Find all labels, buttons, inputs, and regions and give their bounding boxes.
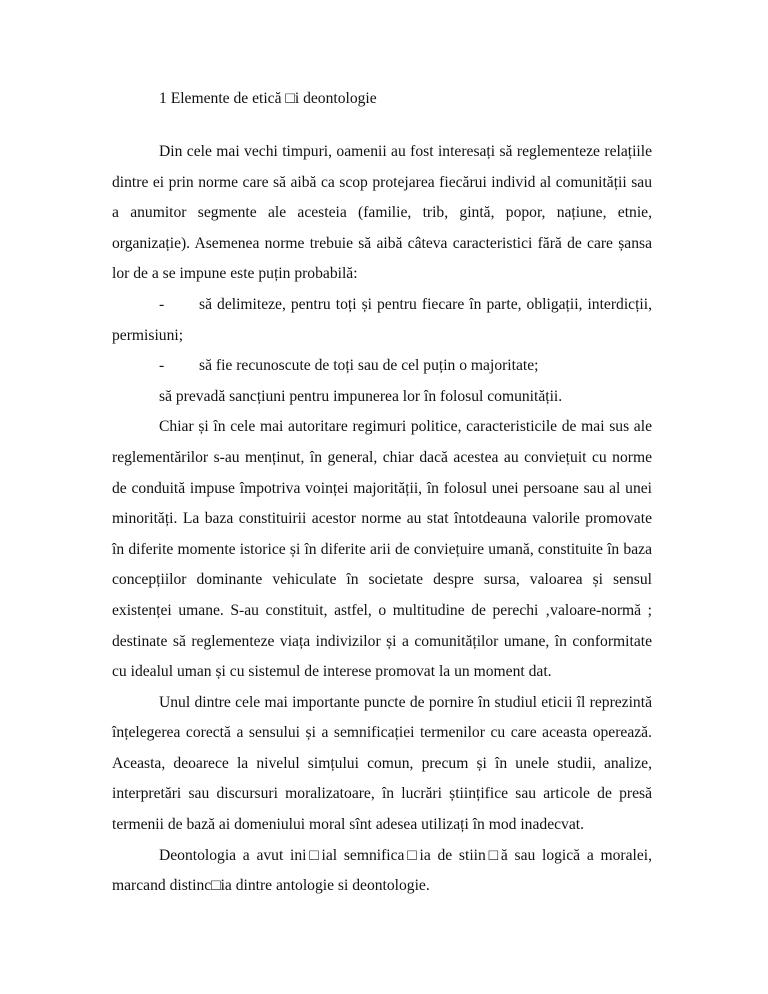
list-dash: - — [159, 357, 165, 375]
list-item-text: să delimiteze, pentru toți și pentru fiecare în parte, obligații, interdicții, permisiuni; — [112, 295, 652, 344]
list-item-text: să fie recunoscute de toți sau de cel puțin o majoritate; — [199, 357, 539, 375]
section-heading: 1 Elemente de etică □i deontologie — [159, 90, 377, 107]
list-item-recognition — [112, 351, 652, 382]
document-body — [112, 137, 652, 902]
list-item-obligations — [112, 290, 652, 351]
paragraph-ethics-terms: Unul dintre cele mai importante puncte de pornire în studiul eticii îl reprezintă înțelegerea corectă a sensului și a semnificației termenilor cu care aceasta operează. Aceasta, deoarece la nivelul simțului comun, precum și în unele studii, analize, interpretări sau discursuri moralizatoare, în lucrări științifice sau articole de presă termenii de bază ai domeniului moral sînt adesea utilizați în mod inadecvat. — [112, 693, 652, 834]
list-item-sanctions: să prevadă sancțiuni pentru impunerea lor în folosul comunității. — [159, 387, 563, 405]
paragraph-deontology: Deontologia a avut ini□ial semnifica□ia de stiin□ă sau logică a moralei, marcand distinc□ia dintre antologie si deontologie. — [112, 846, 652, 895]
list-dash: - — [159, 295, 165, 313]
paragraph-regimes: Chiar și în cele mai autoritare regimuri politice, caracteristicile de mai sus ale reglementărilor s-au menținut, în general, chiar dacă acestea au conviețuit cu norme de conduită impuse împotriva voinței majorității, în folosul unei persoane sau al unei minorități. La baza constituirii acestor norme au stat întotdeauna valorile promovate în diferite momente istorice și în diferite arii de conviețuire umană, constituite în baza concepțiilor dominante vehiculate în societate despre sursa, valoarea și sensul existenței umane. S-au constituit, astfel, o multitudine de perechi ‚valoare-normă ; destinate să reglementeze viața indivizilor și a comunităților umane, în conformitate cu idealul uman și cu sistemul de interese promovat la un moment dat. — [112, 418, 652, 681]
paragraph-intro: Din cele mai vechi timpuri, oamenii au fost interesați să reglementeze relațiile dintre ei prin norme care să aibă ca scop protejarea fiecărui individ al comunității sau a anumitor segmente ale acesteia (familie, trib, gintă, popor, națiune, etnie, organizație). Asemenea norme trebuie să aibă câteva caracteristici fără de care șansa lor de a se impune este puțin probabilă: — [112, 143, 652, 283]
